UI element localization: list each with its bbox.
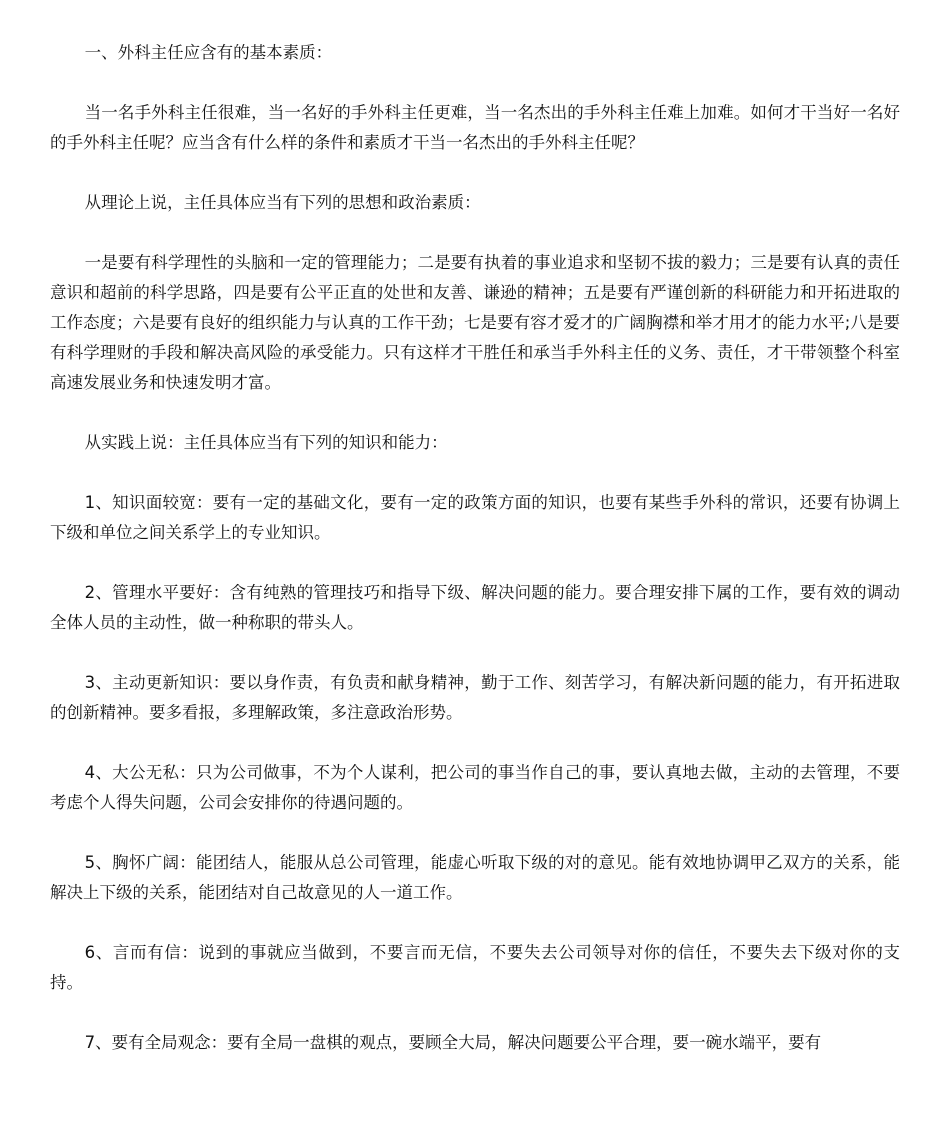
practice-heading: 从实践上说：主任具体应当有下列的知识和能力：	[84, 433, 448, 452]
intro-paragraph: 当一名手外科主任很难，当一名好的手外科主任更难，当一名杰出的手外科主任难上加难。如何才干当好一名好的手外科主任呢？应当含有什么样的条件和素质才干当一名杰出的手外科主任呢？	[50, 103, 900, 152]
list-item-6: 6、言而有信：说到的事就应当做到，不要言而无信，不要失去公司领导对你的信任，不要失去下级对你的支持。	[50, 943, 900, 992]
list-item-5: 5、胸怀广阔：能团结人，能服从总公司管理，能虚心听取下级的对的意见。能有效地协调甲乙双方的关系，能解决上下级的关系，能团结对自己故意见的人一道工作。	[50, 853, 900, 902]
theory-heading: 从理论上说，主任具体应当有下列的思想和政治素质：	[84, 193, 481, 212]
section-heading: 一、外科主任应含有的基本素质：	[84, 43, 333, 62]
list-item-4: 4、大公无私：只为公司做事，不为个人谋利，把公司的事当作自己的事，要认真地去做，主动的去管理，不要考虑个人得失问题，公司会安排你的待遇问题的。	[50, 763, 900, 812]
list-item-1: 1、知识面较宽：要有一定的基础文化，要有一定的政策方面的知识，也要有某些手外科的常识，还要有协调上下级和单位之间关系学上的专业知识。	[50, 493, 900, 542]
list-item-2: 2、管理水平要好：含有纯熟的管理技巧和指导下级、解决问题的能力。要合理安排下属的工作，要有效的调动全体人员的主动性，做一种称职的带头人。	[50, 583, 900, 632]
document-page	[50, 38, 900, 1058]
list-item-7: 7、要有全局观念：要有全局一盘棋的观点，要顾全大局，解决问题要公平合理，要一碗水端平，要有	[84, 1033, 822, 1052]
list-item-3: 3、主动更新知识：要以身作责，有负责和献身精神，勤于工作、刻苦学习，有解决新问题的能力，有开拓进取的创新精神。要多看报，多理解政策，多注意政治形势。	[50, 673, 900, 722]
theory-paragraph: 一是要有科学理性的头脑和一定的管理能力；二是要有执着的事业追求和坚韧不拔的毅力；三是要有认真的责任意识和超前的科学思路，四是要有公平正直的处世和友善、谦逊的精神；五是要有严谨创新的科研能力和开拓进取的工作态度；六是要有良好的组织能力与认真的工作干劲；七是要有容才爱才的广阔胸襟和举才用才的能力水平;八是要有科学理财的手段和解决高风险的承受能力。只有这样才干胜任和承当手外科主任的义务、责任，才干带领整个科室高速发展业务和快速发明才富。	[50, 253, 900, 392]
